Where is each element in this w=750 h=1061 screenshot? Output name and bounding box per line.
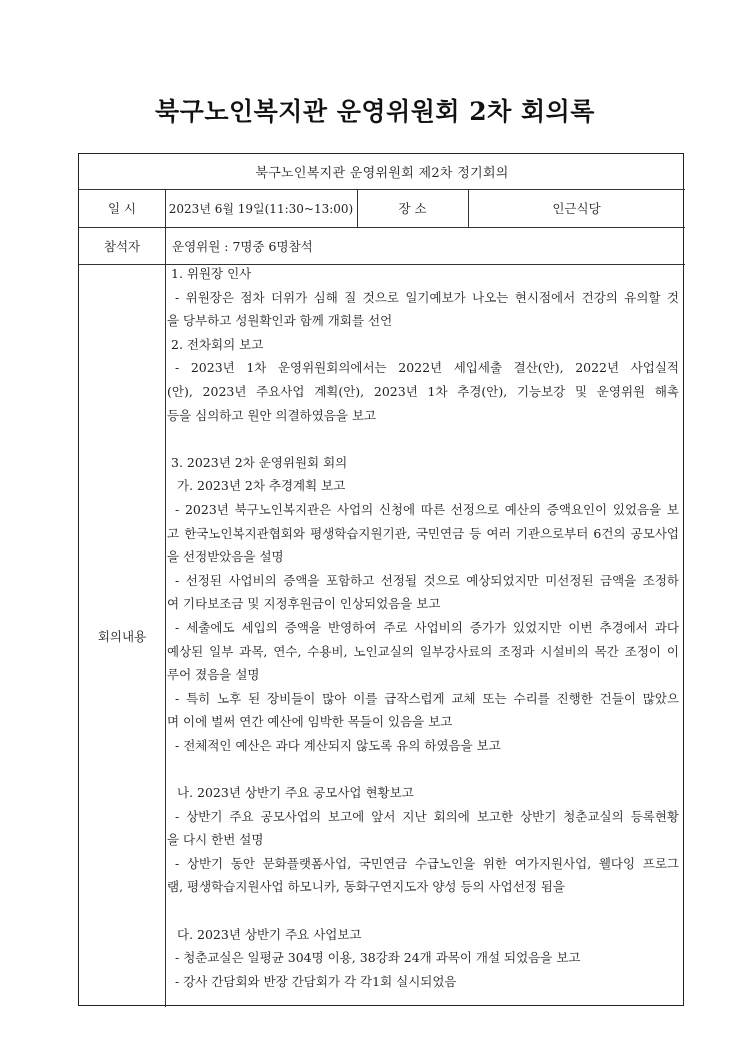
content-line: 여 기타보조금 및 지정후원금이 인상되었음을 보고	[167, 596, 441, 612]
column-divider	[165, 189, 166, 1007]
meeting-header: 북구노인복지관 운영위원회 제2차 정기회의	[255, 166, 509, 181]
content-line: 을 당부하고 성원확인과 함께 개회를 선언	[167, 313, 393, 329]
place-value: 인근식당	[552, 201, 601, 216]
minutes-table	[78, 153, 684, 1006]
meeting-content	[167, 262, 679, 993]
content-line: - 세출에도 세입의 증액을 반영하여 주로 사업비의 증가가 있었지만 이번 추경에서 과다	[175, 619, 679, 635]
content-line: - 위원장은 점차 더위가 심해 질 것으로 일기예보가 나오는 현시점에서 건강의 유의할 것	[175, 289, 679, 305]
content-line: - 전체적인 예산은 과다 계산되지 않도록 유의 하였음을 보고	[175, 737, 501, 753]
content-line: 을 선정받았음을 설명	[167, 549, 284, 565]
content-line	[167, 899, 679, 923]
content-line: - 청춘교실은 일평균 304명 이용, 38강좌 24개 과목이 개설 되었음을 보고	[175, 950, 581, 966]
content-line: 3. 2023년 2차 운영위원회 회의	[171, 454, 348, 470]
content-line: 예상된 일부 과목, 연수, 수용비, 노인교실의 일부강사료의 조정과 시설비의 목간 조정이 이	[167, 643, 679, 659]
content-line: 다. 2023년 상반기 주요 사업보고	[177, 926, 362, 942]
content-line: (안), 2023년 주요사업 계획(안), 2023년 1차 추경(안), 기능보강 및 운영위원 해촉	[167, 383, 679, 399]
content-line: 을 다시 한번 설명	[167, 832, 264, 848]
content-line	[167, 757, 679, 781]
content-line: 나. 2023년 상반기 주요 공모사업 현황보고	[177, 785, 414, 801]
content-line: 고 한국노인복지관협회와 평생학습지원기관, 국민연금 등 여러 기관으로부터 6건의 공모사업	[167, 525, 679, 541]
attendees-value: 운영위원 : 7명중 6명참석	[172, 238, 313, 254]
content-line: - 강사 간담회와 반장 간담회가 각 각1회 실시되었음	[175, 973, 457, 989]
document-title: 북구노인복지관 운영위원회 2차 회의록	[155, 97, 595, 126]
date-label: 일 시	[107, 201, 137, 216]
content-line: - 상반기 주요 공모사업의 보고에 앞서 지난 회의에 보고한 상반기 청춘교실의 등록현황	[175, 808, 679, 824]
place-label: 장 소	[398, 201, 427, 216]
attendees-label: 참석자	[103, 238, 141, 254]
content-line: 루어 졌음을 설명	[167, 667, 260, 683]
content-line: - 선정된 사업비의 증액을 포함하고 선정될 것으로 예상되었지만 미선정된 금액을 조정하	[175, 572, 679, 588]
content-line: 1. 위원장 인사	[171, 266, 252, 281]
content-line: - 상반기 동안 문화플랫폼사업, 국민연금 수급노인을 위한 여가지원사업, 웰다잉 프로그	[175, 855, 679, 871]
content-line: - 2023년 1차 운영위원회의에서는 2022년 세입세출 결산(안), 2022년 사업실적	[175, 360, 679, 376]
content-label: 회의내용	[97, 628, 147, 644]
content-line: - 2023년 북구노인복지관은 사업의 신청에 따른 선정으로 예산의 증액요인이 있었음을 보	[175, 501, 679, 517]
content-line: 램, 평생학습지원사업 하모니카, 동화구연지도자 양성 등의 사업선정 됨을	[167, 879, 566, 895]
content-line	[167, 427, 679, 451]
date-value: 2023년 6월 19일(11:30~13:00)	[168, 201, 354, 216]
content-line: 가. 2023년 2차 추경계획 보고	[177, 478, 346, 494]
content-line: 며 이에 벌써 연간 예산에 임박한 목들이 있음을 보고	[167, 714, 453, 730]
content-line: 등을 심의하고 원안 의결하였음을 보고	[167, 407, 377, 423]
content-line: 2. 전차회의 보고	[171, 336, 264, 352]
content-line: - 특히 노후 된 장비들이 많아 이를 급작스럽게 교체 또는 수리를 진행한 건들이 많았으	[175, 690, 679, 706]
